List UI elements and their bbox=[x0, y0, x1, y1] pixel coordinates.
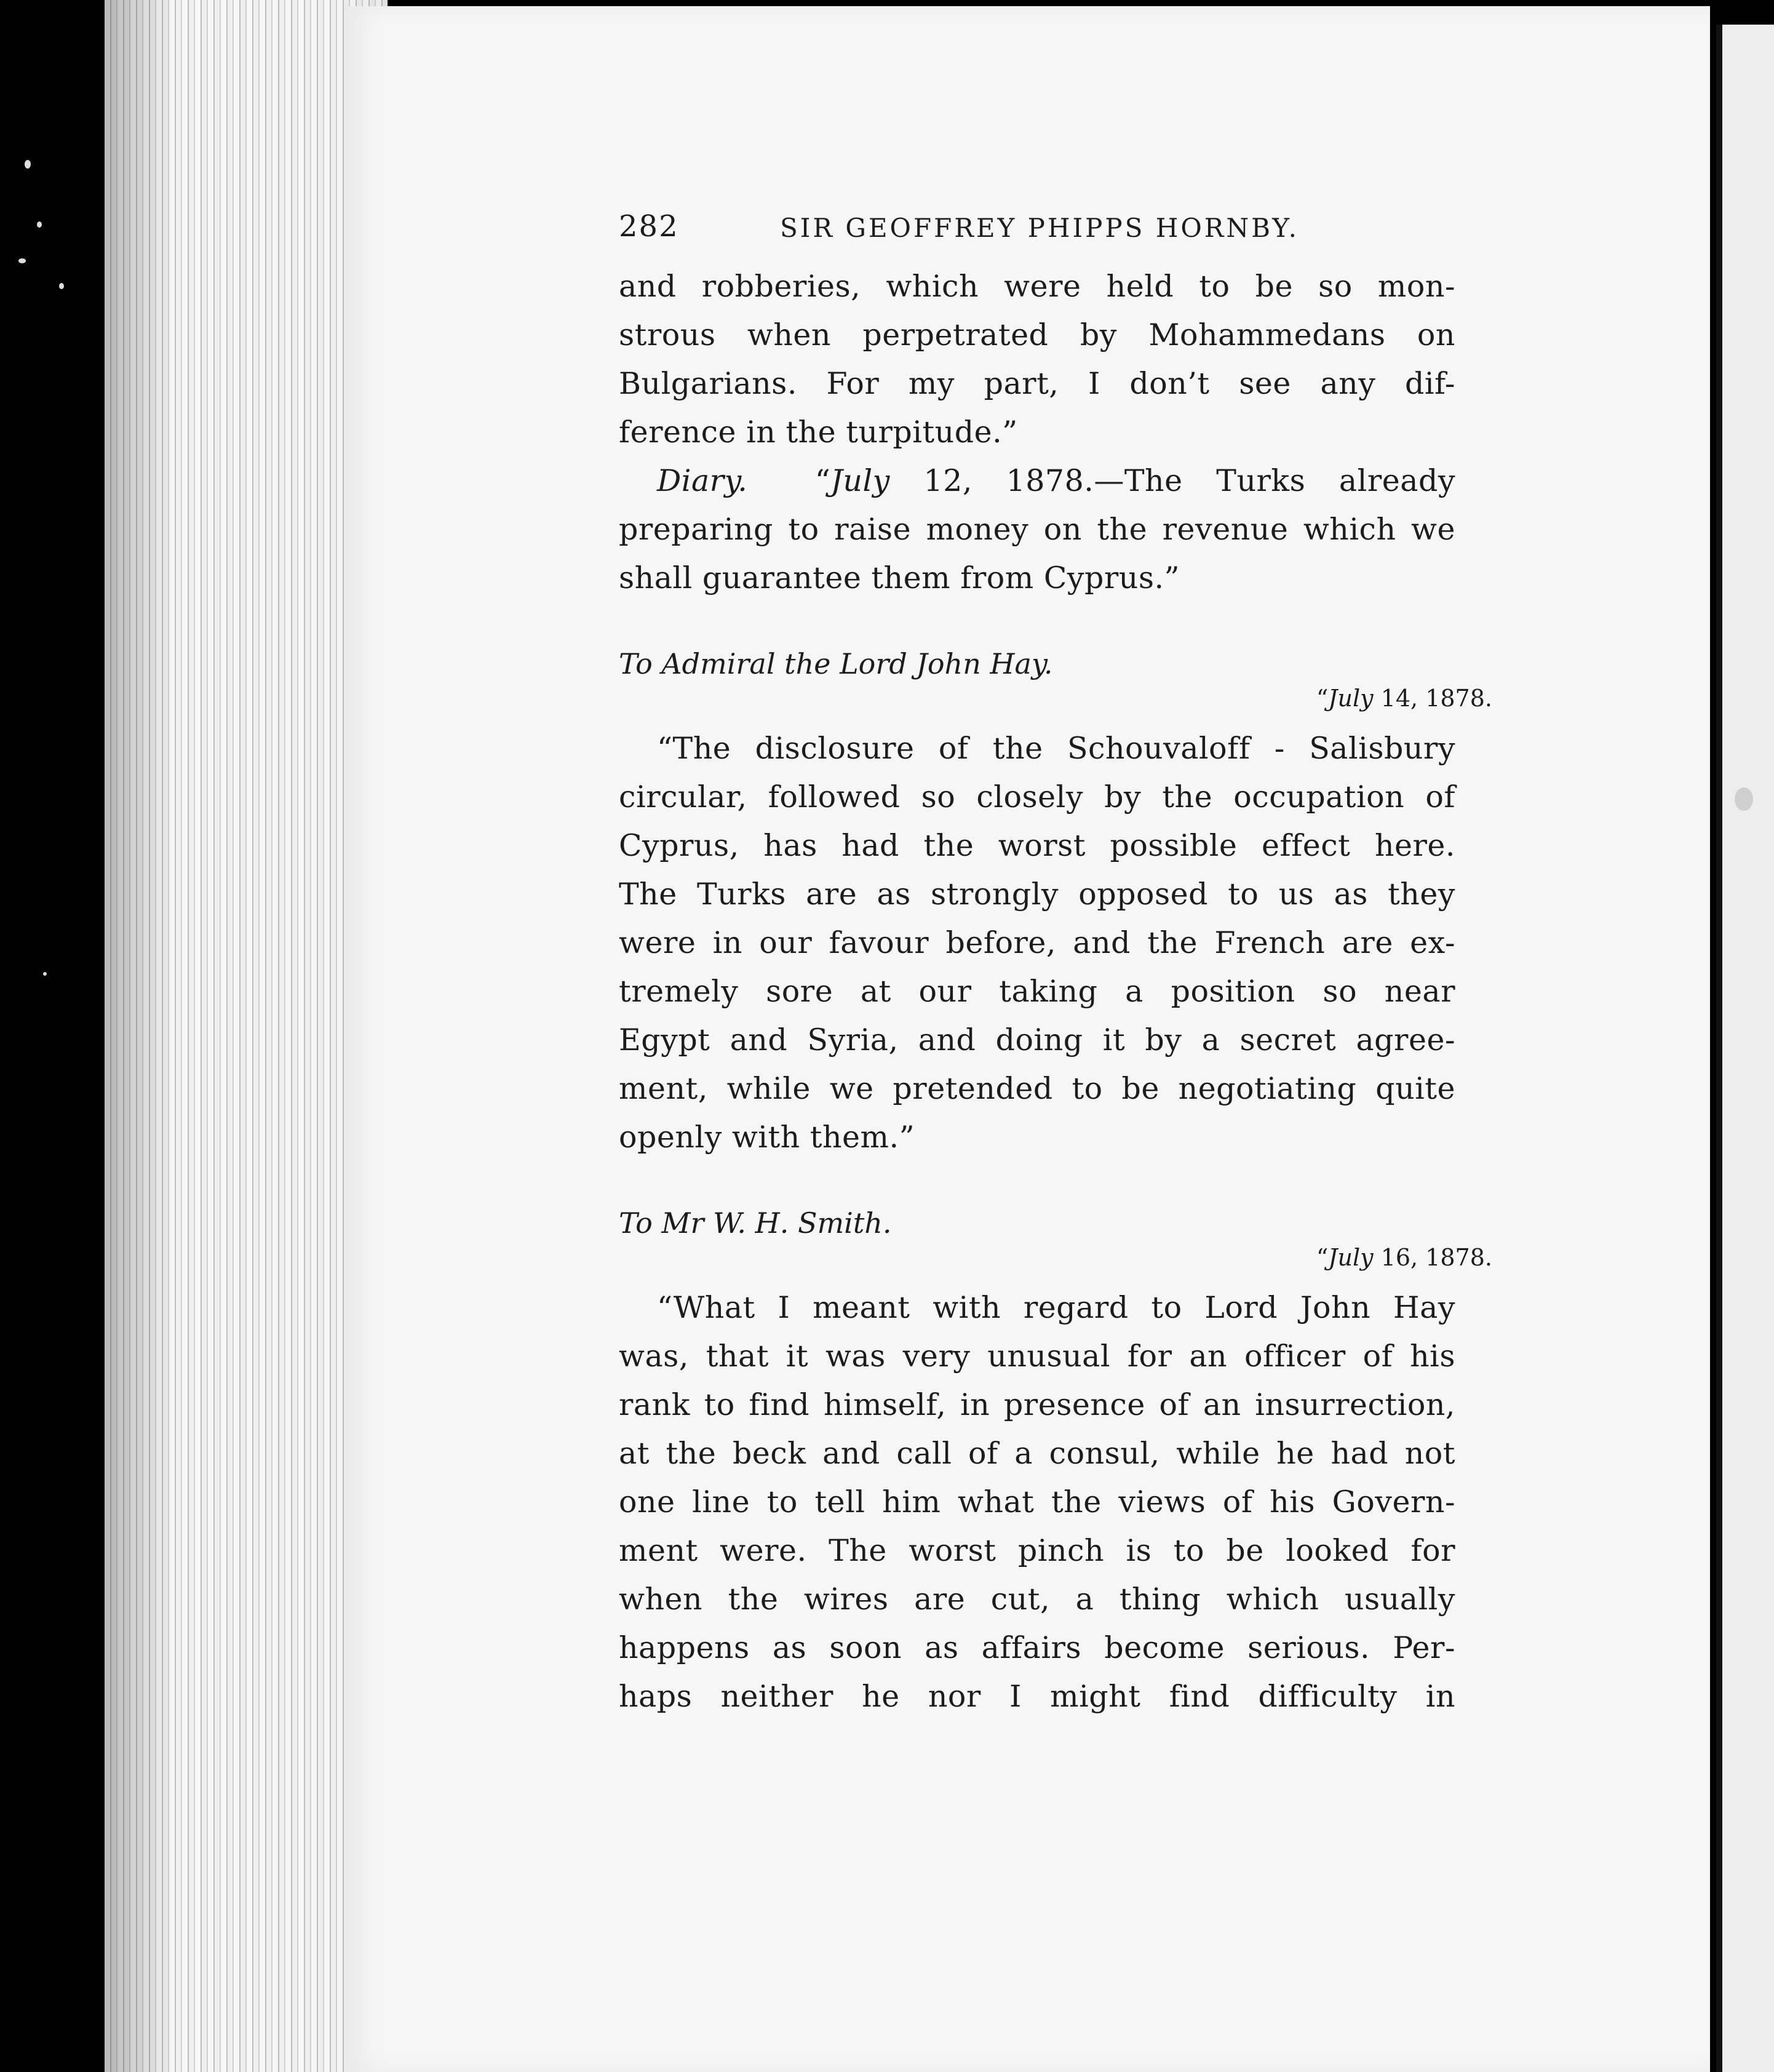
page-mark bbox=[1735, 787, 1753, 811]
text-line: and robberies, which were held to be so mon- bbox=[619, 269, 1455, 304]
letter2-addressee: To Mr W. H. Smith. bbox=[619, 1206, 892, 1240]
diary-paragraph bbox=[619, 456, 1455, 602]
text-line: at the beck and call of a consul, while he had not bbox=[619, 1436, 1455, 1471]
text-line: ference in the turpitude.” bbox=[619, 415, 1018, 450]
text-line: Bulgarians. For my part, I don’t see any dif- bbox=[619, 366, 1455, 401]
text-line: “What I meant with regard to Lord John Hay bbox=[657, 1290, 1455, 1325]
text-line: happens as soon as affairs become serious. Per- bbox=[619, 1630, 1455, 1665]
text-line: when the wires are cut, a thing which usually bbox=[619, 1582, 1455, 1617]
text-line: rank to find himself, in presence of an insurrection, bbox=[619, 1387, 1455, 1422]
text-line: tremely sore at our taking a position so near bbox=[619, 974, 1455, 1009]
diary-first-line: Diary. “July 12, 1878.—The Turks already bbox=[657, 463, 1455, 498]
diary-label: Diary. bbox=[657, 463, 748, 498]
text-line: was, that it was very unusual for an officer of his bbox=[619, 1339, 1455, 1374]
opening-paragraph bbox=[619, 262, 1455, 456]
text-line: ment were. The worst pinch is to be looked for bbox=[619, 1533, 1455, 1568]
letter2-body bbox=[619, 1283, 1455, 1721]
running-title: SIR GEOFFREY PHIPPS HORNBY. bbox=[780, 213, 1299, 243]
text-line: were in our favour before, and the French are ex- bbox=[619, 925, 1455, 960]
text-block bbox=[619, 197, 1492, 1721]
letter1-addressee: To Admiral the Lord John Hay. bbox=[619, 647, 1053, 680]
letter1-body bbox=[619, 724, 1455, 1162]
text-line: The Turks are as strongly opposed to us as they bbox=[619, 877, 1455, 912]
text-line: “The disclosure of the Schouvaloff - Salisbury bbox=[657, 731, 1455, 766]
letter2-date: “July 16, 1878. bbox=[1316, 1244, 1492, 1271]
page-number: 282 bbox=[619, 209, 679, 244]
text-line: openly with them.” bbox=[619, 1120, 915, 1155]
text-line: haps neither he nor I might find difficulty in bbox=[619, 1679, 1455, 1714]
text-line: Egypt and Syria, and doing it by a secret agree- bbox=[619, 1022, 1455, 1058]
page-header bbox=[619, 197, 1455, 252]
letter1-date: “July 14, 1878. bbox=[1316, 685, 1492, 712]
text-line: ment, while we pretended to be negotiating quite bbox=[619, 1071, 1455, 1106]
text-line: preparing to raise money on the revenue which we bbox=[619, 512, 1455, 547]
text-line: circular, followed so closely by the occupation of bbox=[619, 779, 1455, 815]
text-line: one line to tell him what the views of his Govern- bbox=[619, 1484, 1455, 1520]
text-line: shall guarantee them from Cyprus.” bbox=[619, 560, 1180, 596]
text-line: strous when perpetrated by Mohammedans on bbox=[619, 317, 1455, 353]
next-page-edge bbox=[1716, 25, 1774, 2072]
text-line: Cyprus, has had the worst possible effect here. bbox=[619, 828, 1455, 863]
